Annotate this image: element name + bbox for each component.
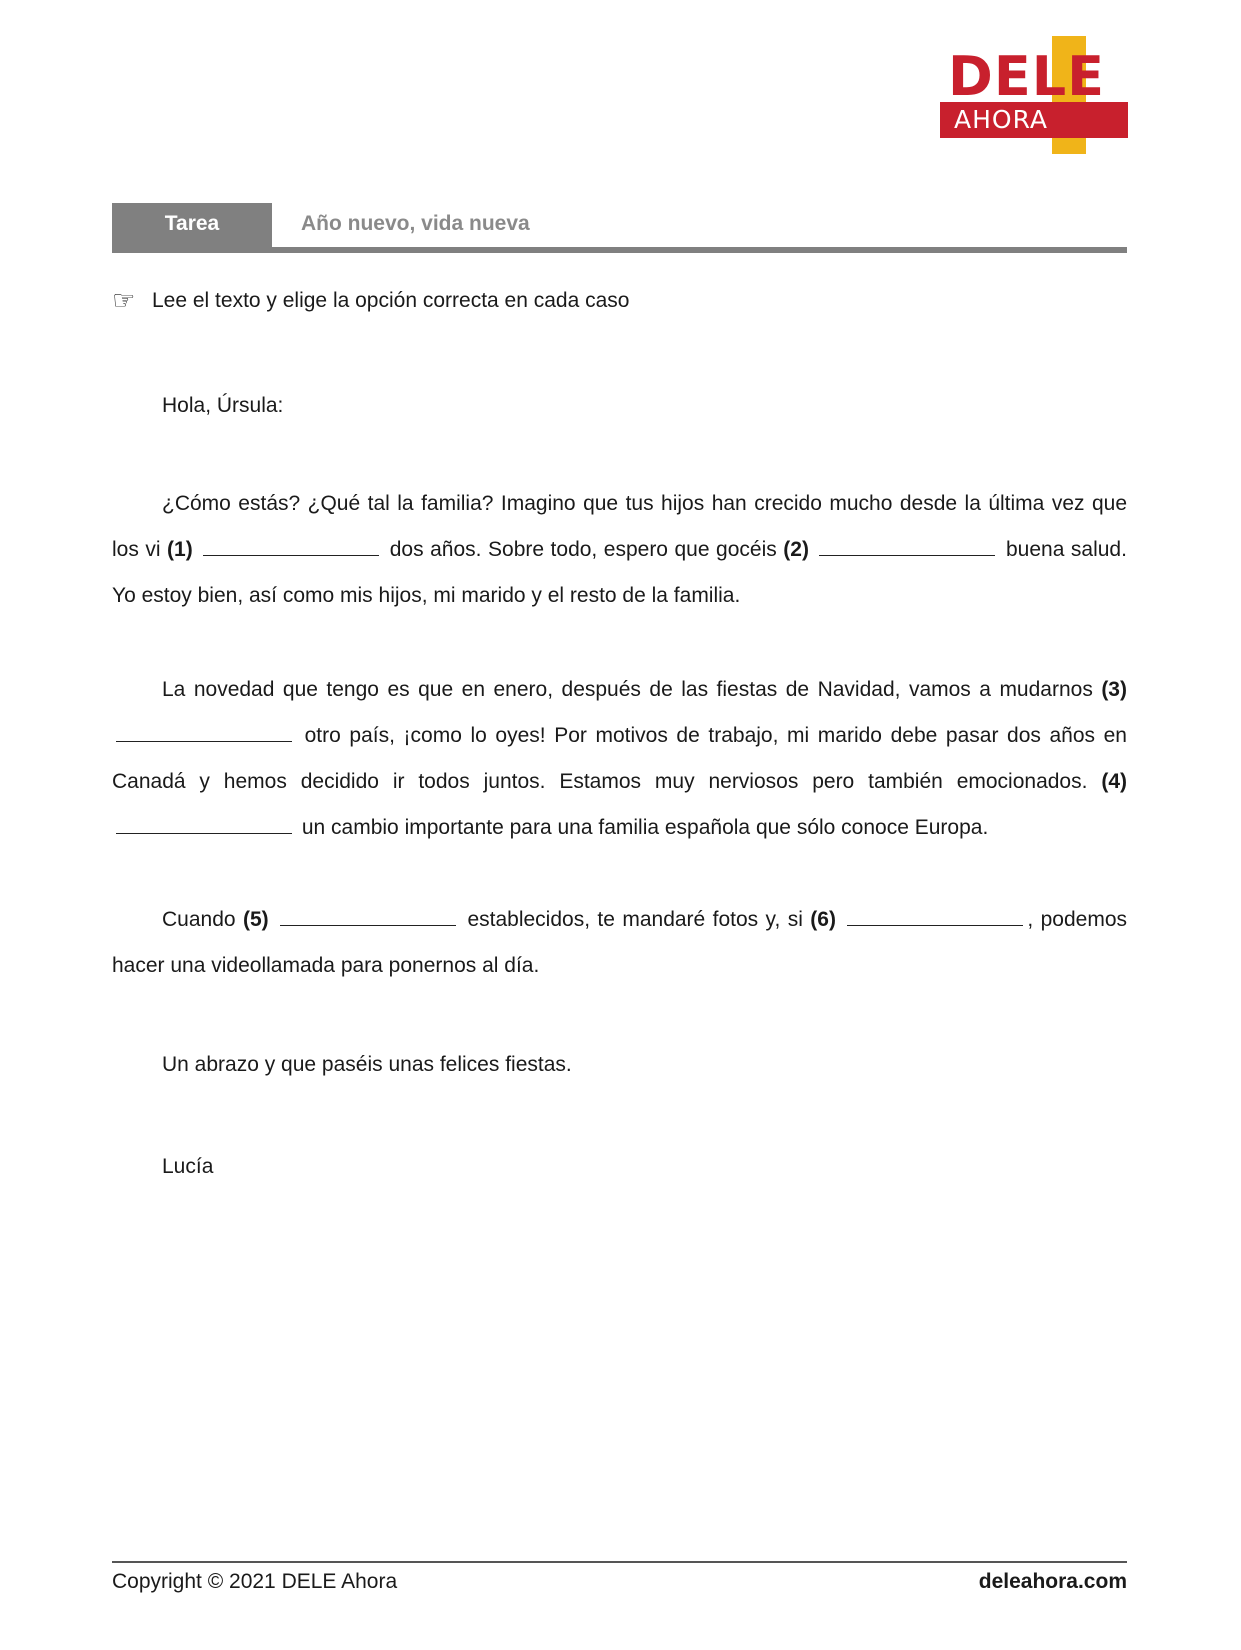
letter-greeting: Hola, Úrsula: [162,394,284,417]
p2-text-a: La novedad que tengo es que en enero, después de las fiestas de Navidad, vamos a mudarnos [162,678,1093,701]
dele-ahora-logo [940,36,1130,156]
footer-site-link[interactable]: deleahora.com [978,1570,1127,1593]
gap-blank-2[interactable] [819,533,995,556]
letter-signature-block [112,1144,1127,1190]
task-label: Tarea [112,203,272,253]
letter-closing: Un abrazo y que paséis unas felices fiestas. [162,1053,572,1076]
p3-text-a: Cuando [162,908,236,931]
letter-paragraph-2 [112,667,1127,851]
p2-text-c: un cambio importante para una familia española que sólo conoce Europa. [301,816,989,839]
letter-paragraph-3 [112,897,1127,989]
p1-text-a: ¿Cómo estás? ¿Qué tal la familia? Imagino que tus hijos han crecido mucho desde la última vez que los vi [112,492,1127,561]
gap-blank-1[interactable] [203,533,379,556]
logo-brand-text: DELE [948,45,1106,108]
p3-text-c: , podemos hacer una videollamada para ponernos al día. [112,908,1127,977]
instruction-text: Lee el texto y elige la opción correcta en cada caso [152,289,630,312]
gap-number-3: (3) [1101,678,1127,701]
gap-blank-3[interactable] [116,719,292,742]
task-header [112,203,1127,253]
footer-divider [112,1561,1127,1563]
gap-number-2: (2) [783,538,809,561]
logo-sub-text: AHORA [954,105,1049,134]
gap-blank-5[interactable] [280,903,456,926]
instruction [112,285,629,316]
gap-blank-4[interactable] [116,811,292,834]
letter-paragraph-1 [112,481,1127,619]
letter-signature: Lucía [162,1155,214,1178]
letter-closing-block [112,1042,1127,1088]
p2-text-b: otro país, ¡como lo oyes! Por motivos de trabajo, mi marido debe pasar dos años en Canadá y hemos decidido ir todos juntos. Estamos muy nerviosos pero también emocionados. [112,724,1127,793]
gap-blank-6[interactable] [847,903,1023,926]
task-divider [112,247,1127,253]
footer-copyright: Copyright © 2021 DELE Ahora [112,1570,398,1593]
gap-number-1: (1) [167,538,193,561]
p1-text-c: buena salud. Yo estoy bien, así como mis hijos, mi marido y el resto de la familia. [112,538,1127,607]
p3-text-b: establecidos, te mandaré fotos y, si [467,908,803,931]
p1-text-b: dos años. Sobre todo, espero que gocéis [389,538,777,561]
gap-number-5: (5) [242,908,269,931]
gap-number-6: (6) [810,908,836,931]
pointing-hand-icon: ☞ [112,285,136,315]
task-title: Año nuevo, vida nueva [301,212,530,235]
gap-number-4: (4) [1101,770,1127,793]
letter-greeting-block [112,383,1127,429]
